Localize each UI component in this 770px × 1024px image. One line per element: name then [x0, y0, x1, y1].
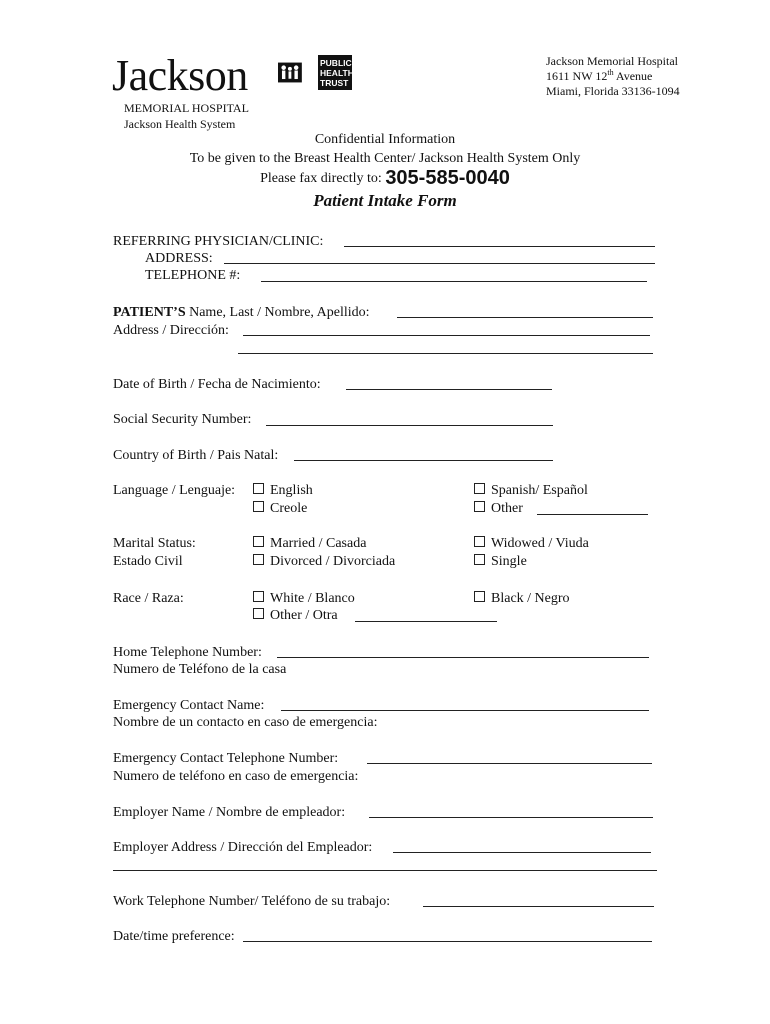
married-label: Married / Casada: [270, 536, 367, 551]
ssn-field[interactable]: [266, 425, 553, 426]
married-checkbox[interactable]: [253, 536, 264, 547]
patient-name-field[interactable]: [397, 317, 653, 318]
divorced-label: Divorced / Divorciada: [270, 554, 396, 569]
ssn-label: Social Security Number:: [113, 412, 252, 427]
emergency-tel-label-es: Numero de teléfono en caso de emergencia:: [113, 769, 359, 784]
date-pref-label: Date/time preference:: [113, 929, 235, 944]
widowed-label: Widowed / Viuda: [491, 536, 589, 551]
creole-label: Creole: [270, 501, 308, 516]
home-tel-label: Home Telephone Number:: [113, 645, 262, 660]
option-other-race[interactable]: [253, 607, 338, 624]
white-checkbox[interactable]: [253, 591, 264, 602]
work-tel-label: Work Telephone Number/ Teléfono de su trabajo:: [113, 894, 391, 909]
spanish-label: Spanish/ Español: [491, 483, 588, 498]
patient-rest: Name, Last / Nombre, Apellido:: [185, 305, 370, 320]
patient-name-label: [113, 304, 370, 321]
pht-line3: TRUST: [320, 78, 349, 88]
street-suffix: th: [607, 68, 614, 77]
telephone-label: TELEPHONE #:: [145, 268, 241, 283]
spanish-checkbox[interactable]: [474, 483, 485, 494]
other-race-checkbox[interactable]: [253, 608, 264, 619]
other-language-label: Other: [491, 501, 523, 516]
single-checkbox[interactable]: [474, 554, 485, 565]
option-spanish[interactable]: [474, 482, 588, 499]
form-title: Patient Intake Form: [313, 191, 457, 210]
option-divorced[interactable]: [253, 553, 395, 570]
home-tel-label-es: Numero de Teléfono de la casa: [113, 662, 287, 677]
pht-line2: HEALTH: [320, 68, 354, 78]
fax-line: [0, 167, 770, 189]
hospital-address-city: Miami, Florida 33136-1094: [546, 84, 680, 98]
home-tel-field[interactable]: [277, 657, 649, 658]
country-label: Country of Birth / Pais Natal:: [113, 448, 279, 463]
hospital-address-street: [546, 69, 652, 83]
creole-checkbox[interactable]: [253, 501, 264, 512]
white-label: White / Blanco: [270, 591, 355, 606]
option-widowed[interactable]: [474, 535, 589, 552]
employer-name-label: Employer Name / Nombre de empleador:: [113, 805, 346, 820]
hospital-address-name: Jackson Memorial Hospital: [546, 54, 678, 68]
other-language-field[interactable]: [537, 514, 648, 515]
black-label: Black / Negro: [491, 591, 570, 606]
employer-name-field[interactable]: [369, 817, 653, 818]
people-icon: [278, 55, 320, 90]
option-black[interactable]: [474, 590, 570, 607]
dob-field[interactable]: [346, 389, 552, 390]
logo-subtitle-hospital: MEMORIAL HOSPITAL: [124, 101, 249, 115]
address-label: ADDRESS:: [145, 251, 213, 266]
option-white[interactable]: [253, 590, 355, 607]
emergency-tel-field[interactable]: [367, 763, 652, 764]
employer-address-field-2[interactable]: [113, 870, 657, 871]
logo-subtitle-system: Jackson Health System: [124, 117, 236, 131]
language-label: Language / Lenguaje:: [113, 483, 236, 498]
country-field[interactable]: [294, 460, 553, 461]
referring-label: REFERRING PHYSICIAN/CLINIC:: [113, 234, 324, 249]
emergency-tel-label: Emergency Contact Telephone Number:: [113, 751, 339, 766]
other-race-field[interactable]: [355, 621, 497, 622]
option-creole[interactable]: [253, 500, 307, 517]
patient-bold: PATIENT’S: [113, 305, 186, 320]
telephone-field[interactable]: [261, 281, 647, 282]
black-checkbox[interactable]: [474, 591, 485, 602]
patient-address-label: Address / Dirección:: [113, 323, 229, 338]
divorced-checkbox[interactable]: [253, 554, 264, 565]
option-married[interactable]: [253, 535, 366, 552]
other-race-label: Other / Otra: [270, 608, 338, 623]
option-english[interactable]: [253, 482, 313, 499]
fax-label: Please fax directly to:: [260, 171, 386, 186]
other-language-checkbox[interactable]: [474, 501, 485, 512]
employer-address-label: Employer Address / Dirección del Empleador:: [113, 840, 373, 855]
work-tel-field[interactable]: [423, 906, 654, 907]
english-checkbox[interactable]: [253, 483, 264, 494]
emergency-contact-label-es: Nombre de un contacto en caso de emergencia:: [113, 715, 378, 730]
race-label: Race / Raza:: [113, 591, 184, 606]
street-number: 1611 NW 12: [546, 69, 608, 83]
option-other-language[interactable]: [474, 500, 523, 517]
patient-address-field[interactable]: [243, 335, 650, 336]
fax-number: 305-585-0040: [385, 167, 510, 189]
emergency-contact-label: Emergency Contact Name:: [113, 698, 265, 713]
dob-label: Date of Birth / Fecha de Nacimiento:: [113, 377, 321, 392]
option-single[interactable]: [474, 553, 527, 570]
street-name: Avenue: [613, 69, 653, 83]
marital-label: Marital Status:: [113, 536, 196, 551]
english-label: English: [270, 483, 313, 498]
jackson-logo-word: Jackson: [112, 51, 248, 100]
emergency-contact-field[interactable]: [281, 710, 649, 711]
widowed-checkbox[interactable]: [474, 536, 485, 547]
address-field[interactable]: [224, 263, 655, 264]
confidential-label: Confidential Information: [314, 132, 456, 147]
marital-label-es: Estado Civil: [113, 554, 183, 569]
referring-field[interactable]: [344, 246, 655, 247]
pht-line1: PUBLIC: [320, 58, 352, 68]
single-label: Single: [491, 554, 527, 569]
date-pref-field[interactable]: [243, 941, 652, 942]
patient-address-field-2[interactable]: [238, 353, 653, 354]
employer-address-field[interactable]: [393, 852, 651, 853]
breast-health-note: To be given to the Breast Health Center/ Jackson Health System Only: [189, 151, 581, 166]
